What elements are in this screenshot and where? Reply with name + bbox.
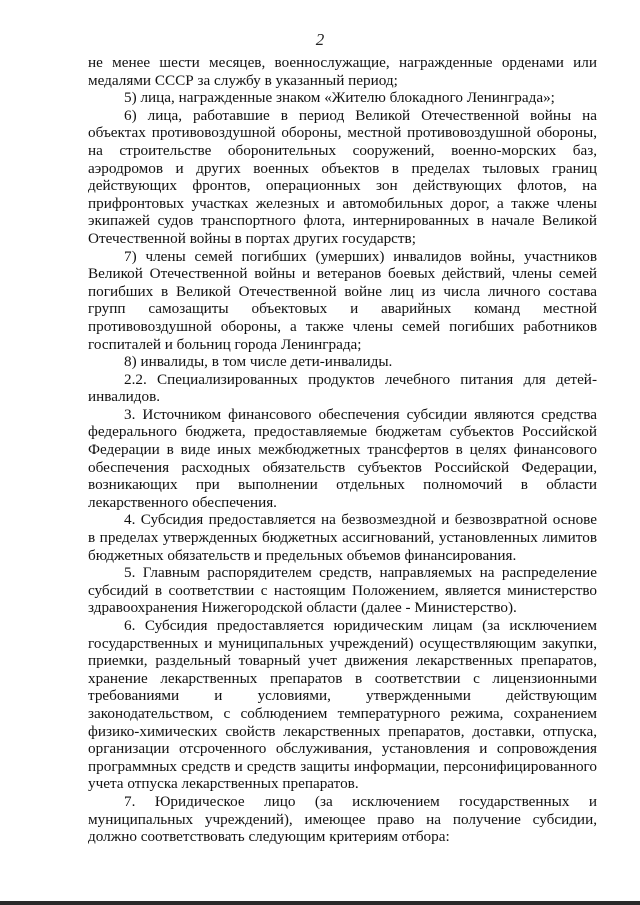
scan-bottom-edge <box>0 901 640 905</box>
document-body <box>88 54 597 846</box>
paragraph-7: 7. Юридическое лицо (за исключением государственных и муниципальных учреждений), имеющее право на получение субсидии, должно соответствовать следующим критериям отбора: <box>88 792 597 846</box>
paragraph-5: 5. Главным распорядителем средств, направляемых на распределение субсидий в соответствии с настоящим Положением, является министерство здравоохранения Нижегородской области (далее - Министерство). <box>88 564 597 617</box>
paragraph-item-7: 7) члены семей погибших (умерших) инвалидов войны, участников Великой Отечественной войны и ветеранов боевых действий, члены семей погибших в Великой Отечественной войне лиц из числа личного состава групп самозащиты объектовых и аварийных команд местной противовоздушной обороны, а также члены семей погибших работников госпиталей и больниц города Ленинграда; <box>88 247 597 353</box>
paragraph-item-8: 8) инвалиды, в том числе дети-инвалиды. <box>124 353 393 371</box>
paragraph-4: 4. Субсидия предоставляется на безвозмездной и безвозвратной основе в пределах утвержденных бюджетных ассигнований, установленных лимитов бюджетных обязательств и предельных объемов финансирования. <box>88 511 597 564</box>
paragraph-item-5: 5) лица, награжденные знаком «Жителю блокадного Ленинграда»; <box>124 89 555 107</box>
paragraph-continuation: не менее шести месяцев, военнослужащие, награжденные орденами или медалями СССР за службу в указанный период; <box>88 54 597 89</box>
page-number: 2 <box>315 30 325 49</box>
paragraph-item-6: 6) лица, работавшие в период Великой Отечественной войны на объектах противовоздушной обороны, местной противовоздушной обороны, на строительстве оборонительных сооружений, военно-морских баз, аэродромов и других военных объектов в пределах тыловых границ действующих фронтов, операционных зон действующих флотов, на прифронтовых участках железных и автомобильных дорог, а также члены экипажей судов транспортного флота, интернированных в начале Великой Отечественной войны в портах других государств; <box>88 106 597 247</box>
paragraph-2-2: 2.2. Специализированных продуктов лечебного питания для детей-инвалидов. <box>88 370 597 406</box>
paragraph-6: 6. Субсидия предоставляется юридическим лицам (за исключением государственных и муниципальных учреждений) осуществляющим закупки, приемки, раздельный товарный учет движения лекарственных препаратов, хранение лекарственных препаратов в соответствии с лицензионными требованиями и условиями, утвержденными действующим законодательством, с соблюдением температурного режима, сохранением физико-химических свойств лекарственных препаратов, доставки, отпуска, организации отсроченного обслуживания, установления и сопровождения программных средств и средств защиты информации, персонифицированного учета отпуска лекарственных препаратов. <box>88 617 597 793</box>
paragraph-3: 3. Источником финансового обеспечения субсидии являются средства федерального бюджета, предоставляемые бюджетам субъектов Российской Федерации в виде иных межбюджетных трансфертов в целях финансового обеспечения расходных обязательств субъектов Российской Федерации, возникающих при выполнении отдельных полномочий в области лекарственного обеспечения. <box>88 405 597 511</box>
